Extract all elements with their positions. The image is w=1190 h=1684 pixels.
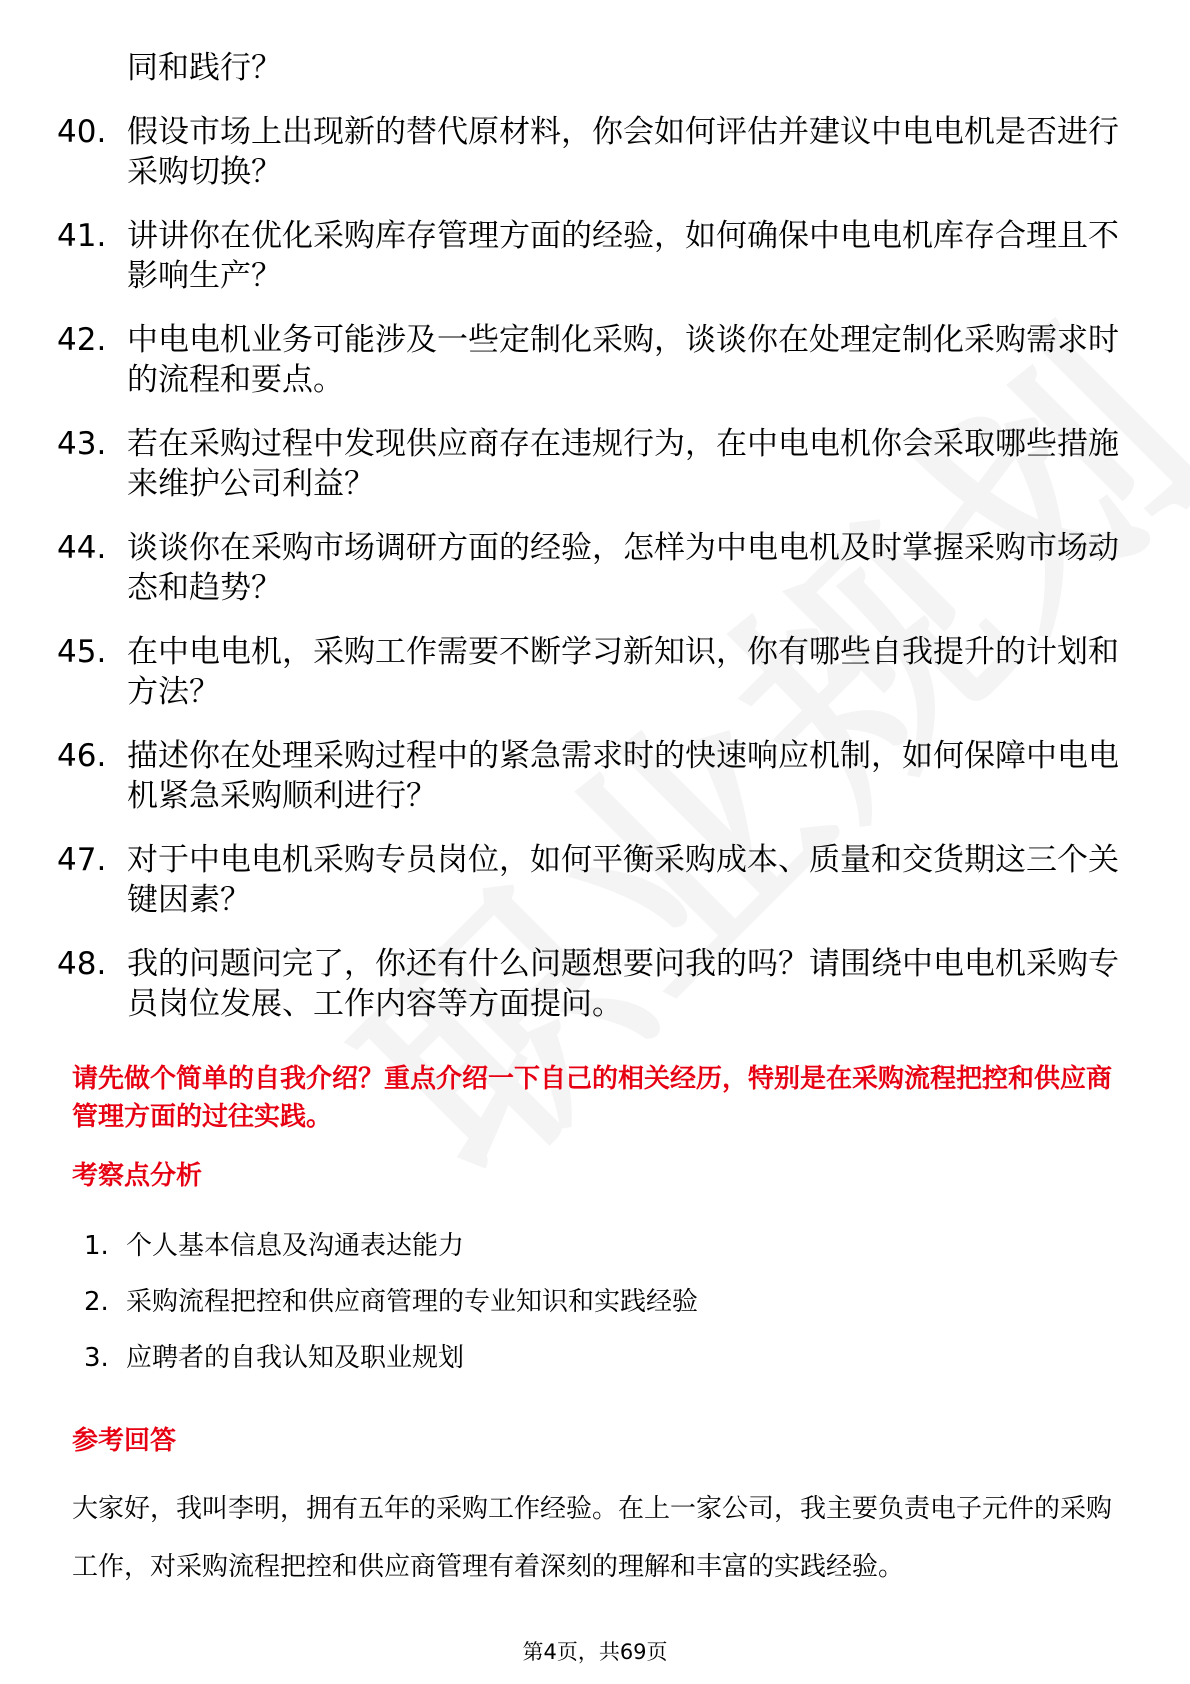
analysis-item bbox=[0, 1228, 1190, 1264]
analysis-text: 应聘者的自我认知及职业规划 bbox=[126, 1343, 465, 1373]
question-item bbox=[0, 840, 1190, 920]
analysis-item bbox=[0, 1340, 1190, 1376]
question-number: 40. bbox=[57, 114, 107, 150]
question-number: 43. bbox=[57, 426, 107, 462]
question-text: 谈谈你在采购市场调研方面的经验，怎样为中电电机及时掌握采购市场动态和趋势？ bbox=[127, 530, 1119, 606]
analysis-text: 个人基本信息及沟通表达能力 bbox=[126, 1231, 465, 1261]
question-continuation: 同和践行？ bbox=[127, 50, 282, 86]
reference-heading: 参考回答 bbox=[72, 1426, 177, 1456]
page-footer: 第4页，共69页 bbox=[522, 1640, 668, 1664]
question-text: 对于中电电机采购专员岗位，如何平衡采购成本、质量和交货期这三个关键因素？ bbox=[127, 842, 1119, 918]
question-number: 44. bbox=[57, 530, 107, 566]
analysis-number: 1. bbox=[84, 1231, 109, 1261]
analysis-heading: 考察点分析 bbox=[72, 1161, 203, 1191]
reference-answer: 大家好，我叫李明，拥有五年的采购工作经验。在上一家公司，我主要负责电子元件的采购工作，对采购流程把控和供应商管理有着深刻的理解和丰富的实践经验。 bbox=[72, 1494, 1113, 1582]
question-number: 41. bbox=[57, 218, 107, 254]
question-item bbox=[0, 632, 1190, 712]
question-text: 中电电机业务可能涉及一些定制化采购，谈谈你在处理定制化采购需求时的流程和要点。 bbox=[127, 322, 1119, 398]
question-number: 42. bbox=[57, 322, 107, 358]
question-number: 47. bbox=[57, 842, 107, 878]
question-list bbox=[0, 112, 1190, 1048]
question-number: 48. bbox=[57, 946, 107, 982]
question-item bbox=[0, 320, 1190, 400]
question-text: 在中电电机，采购工作需要不断学习新知识，你有哪些自我提升的计划和方法？ bbox=[127, 634, 1119, 710]
question-text: 讲讲你在优化采购库存管理方面的经验，如何确保中电电机库存合理且不影响生产？ bbox=[127, 218, 1119, 294]
question-number: 45. bbox=[57, 634, 107, 670]
question-number: 46. bbox=[57, 738, 107, 774]
question-item bbox=[0, 736, 1190, 816]
question-item bbox=[0, 424, 1190, 504]
question-text: 假设市场上出现新的替代原材料，你会如何评估并建议中电电机是否进行采购切换？ bbox=[127, 114, 1119, 190]
analysis-number: 3. bbox=[84, 1343, 109, 1373]
question-item bbox=[0, 112, 1190, 192]
question-text: 我的问题问完了，你还有什么问题想要问我的吗？请围绕中电电机采购专员岗位发展、工作内容等方面提问。 bbox=[127, 946, 1119, 1022]
question-text: 若在采购过程中发现供应商存在违规行为，在中电电机你会采取哪些措施来维护公司利益？ bbox=[127, 426, 1119, 502]
question-text: 描述你在处理采购过程中的紧急需求时的快速响应机制，如何保障中电电机紧急采购顺利进行？ bbox=[127, 738, 1119, 814]
analysis-number: 2. bbox=[84, 1287, 109, 1317]
analysis-list bbox=[0, 1228, 1190, 1396]
question-item bbox=[0, 944, 1190, 1024]
intro-question: 请先做个简单的自我介绍？重点介绍一下自己的相关经历，特别是在采购流程把控和供应商管理方面的过往实践。 bbox=[72, 1064, 1113, 1132]
question-item bbox=[0, 528, 1190, 608]
analysis-item bbox=[0, 1284, 1190, 1320]
analysis-text: 采购流程把控和供应商管理的专业知识和实践经验 bbox=[126, 1287, 699, 1317]
question-item bbox=[0, 216, 1190, 296]
